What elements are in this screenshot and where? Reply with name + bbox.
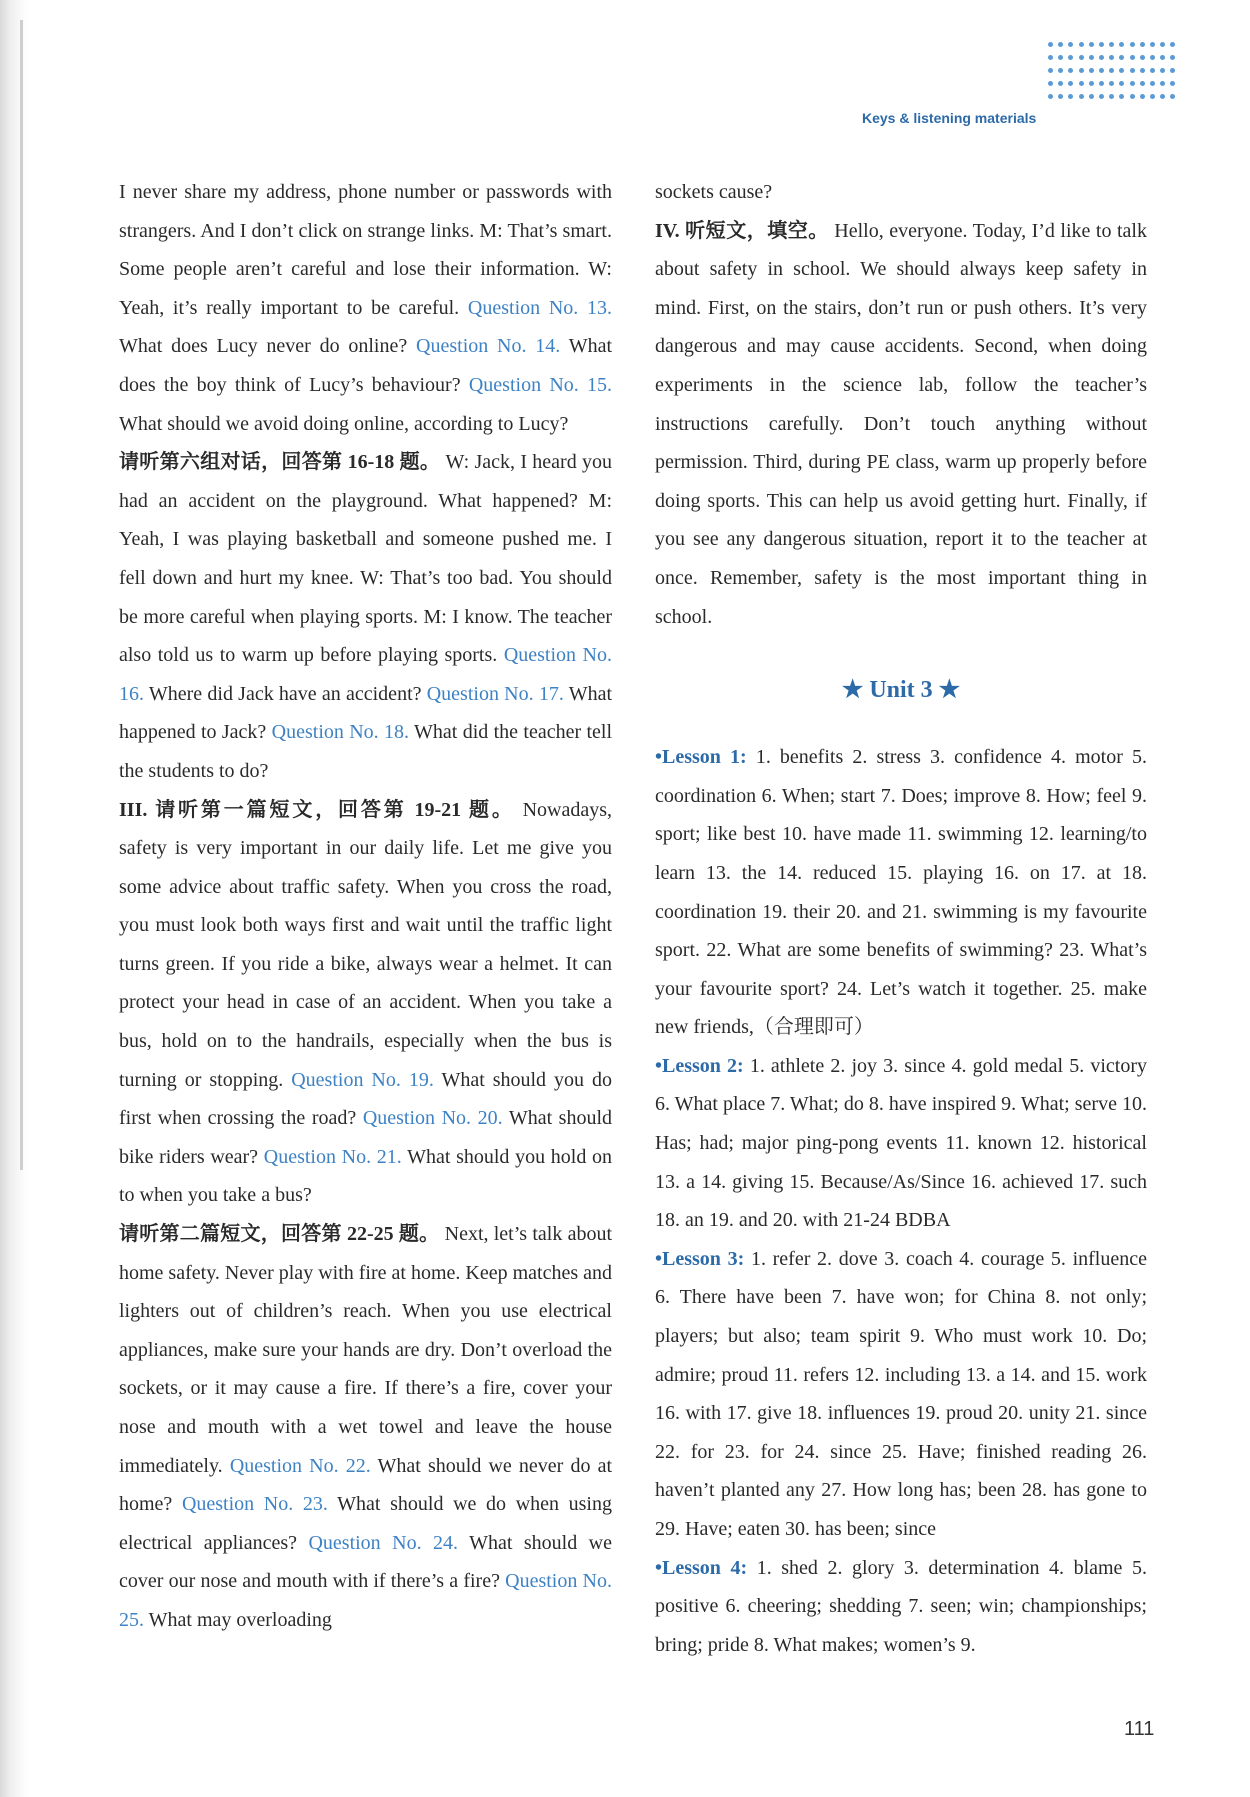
decor-dot (1109, 94, 1114, 99)
decor-dot (1099, 42, 1104, 47)
section-heading: 请听第二篇短文，回答第 22-25 题。 (119, 1223, 440, 1246)
decor-dot (1109, 81, 1114, 86)
decor-dot (1170, 55, 1175, 60)
decor-dot (1089, 81, 1094, 86)
question-text: What should you hold on to when you take a bus? (119, 1145, 613, 1207)
dialogue-text: W: Jack, I heard you had an accident on the playground. What happened? M: Yeah, I was playing basketball and someone pushed me. I fell down and hurt my knee. W: That’s too bad. You should be more careful when playing sports. M: I know. The teacher also told us to warm up before playing sports. (119, 451, 612, 667)
decor-dot (1160, 94, 1165, 99)
decor-dot (1170, 81, 1175, 86)
decor-dot (1130, 55, 1135, 60)
decor-dot (1058, 68, 1063, 73)
unit-heading: ★ Unit 3 ★ (841, 677, 961, 704)
decor-dot (1079, 55, 1084, 60)
lesson-answer-text: 1. shed 2. glory 3. determination 4. blame 5. positive 6. cheering; shedding 7. seen; win; championships; bring; pride 8. What makes; women’s 9. (655, 1556, 1147, 1656)
decor-dot (1160, 81, 1165, 86)
question-label: Question No. 13. (467, 296, 612, 319)
question-text: What may overloading (148, 1608, 332, 1631)
decor-dot (1068, 42, 1073, 47)
question-label: Question No. 24. (308, 1531, 459, 1554)
decor-dot (1150, 81, 1155, 86)
section-heading: III. 请听第一篇短文，回答第 19-21 题。 (119, 798, 515, 821)
question-label: Question No. 14. (416, 335, 561, 358)
dialogue-text: I never share my address, phone number or passwords with strangers. And I don’t click on strange links. M: That’s smart. Some people aren’t careful and lose their information. W: Yeah, it’s really important to be careful. (119, 181, 612, 319)
question-label: Question No. 22. (229, 1454, 371, 1477)
question-text: What did the teacher tell the students to do? (119, 721, 613, 782)
continuation-text: sockets cause? (655, 181, 773, 203)
decor-dot (1119, 81, 1124, 86)
decor-dot (1109, 68, 1114, 73)
decor-dot (1048, 68, 1053, 73)
section-heading: IV. 听短文，填空。 (655, 219, 829, 242)
page-number: 111 (1124, 1718, 1155, 1740)
decor-dot (1150, 55, 1155, 60)
passage-text: Next, let’s talk about home safety. Never play with fire at home. Keep matches and lighters out of children’s reach. When you use electrical appliances, make sure your hands are dry. Don’t overload the sockets, or it may cause a fire. If there’s a fire, cover your nose and mouth with a wet towel and leave the house immediately. (119, 1223, 612, 1477)
right-column (655, 173, 1147, 1664)
lesson-label: •Lesson 1: (655, 746, 747, 769)
question-label: Question No. 15. (468, 373, 613, 396)
decor-dot (1099, 94, 1104, 99)
decor-dot (1068, 81, 1073, 86)
decor-dot (1048, 55, 1053, 60)
lesson-answer-text: 1. athlete 2. joy 3. since 4. gold medal 5. victory 6. What place 7. What; do 8. have inspired 9. What; serve 10. Has; had; major ping-pong events 11. known 12. historical 13. a 14. giving 15. Because/As/Since 16. achieved 17. such 18. an 19. and 20. with 21-24 BDBA (655, 1054, 1147, 1232)
question-text: What should bike riders wear? (119, 1107, 613, 1168)
decor-dot (1089, 55, 1094, 60)
decor-dot (1068, 94, 1073, 99)
lesson-answers (655, 738, 1147, 1047)
lesson-answer-text: 1. benefits 2. stress 3. confidence 4. motor 5. coordination 6. When; start 7. Does; improve 8. How; feel 9. sport; like best 10. have made 11. swimming 12. learning/to learn 13. the 14. reduced 15. playing 16. on 17. at 18. coordination 19. their 20. and 21. swimming is my favourite sport. 22. What are some benefits of swimming? 23. What’s your favourite sport? 24. Let’s watch it together. 25. make new friends,（合理即可） (655, 746, 1147, 1039)
decor-dot (1058, 42, 1063, 47)
question-label: Question No. 17. (426, 682, 564, 705)
page-binding-edge (0, 0, 30, 1797)
paragraph-dialogue-6 (119, 443, 612, 790)
decor-dot (1089, 68, 1094, 73)
question-text: What should you do first when crossing the road? (119, 1068, 612, 1130)
question-text: What does Lucy never do online? (119, 335, 408, 358)
decor-dot (1140, 81, 1145, 86)
decor-dot (1140, 42, 1145, 47)
decor-dot (1160, 42, 1165, 47)
decor-dot (1099, 68, 1104, 73)
lesson-answers (655, 1240, 1147, 1549)
lesson-label: •Lesson 2: (655, 1054, 744, 1077)
section-heading: 请听第六组对话，回答第 16-18 题。 (119, 451, 441, 474)
decor-dot (1099, 55, 1104, 60)
decor-dot (1079, 42, 1084, 47)
decor-dot (1140, 55, 1145, 60)
decor-dot (1130, 94, 1135, 99)
dot-pattern-decoration (1048, 42, 1176, 100)
decor-dot (1079, 68, 1084, 73)
decor-dot (1140, 68, 1145, 73)
decor-dot (1150, 68, 1155, 73)
question-label: Question No. 25. (119, 1570, 612, 1631)
lesson-answer-text: 1. refer 2. dove 3. coach 4. courage 5. influence 6. There have been 7. have won; for China 8. not only; players; but also; team spirit 9. Who must work 10. Do; admire; proud 11. refers 12. including 13. a 14. and 15. work 16. with 17. give 18. influences 19. proud 20. unity 21. since 22. for 23. for 24. since 25. Have; finished reading 26. haven’t planted any 27. How long has; been 28. has gone to 29. Have; eaten 30. has been; since (655, 1247, 1147, 1540)
decor-dot (1089, 42, 1094, 47)
question-text: What should we avoid doing online, according to Lucy? (119, 412, 569, 435)
decor-dot (1058, 94, 1063, 99)
lesson-label: •Lesson 3: (655, 1247, 745, 1270)
decor-dot (1119, 55, 1124, 60)
question-text: Where did Jack have an accident? (148, 682, 422, 705)
question-text: What does the boy think of Lucy’s behaviour? (119, 335, 612, 396)
decor-dot (1089, 94, 1094, 99)
decor-dot (1048, 81, 1053, 86)
lesson-answers (655, 1549, 1147, 1665)
lesson-label: •Lesson 4: (655, 1556, 748, 1579)
decor-dot (1140, 94, 1145, 99)
decor-dot (1170, 68, 1175, 73)
decor-dot (1130, 81, 1135, 86)
paragraph-passage-1 (119, 791, 612, 1216)
decor-dot (1048, 42, 1053, 47)
question-label: Question No. 20. (362, 1107, 503, 1130)
decor-dot (1099, 81, 1104, 86)
question-text: What should we cover our nose and mouth with if there’s a fire? (119, 1531, 612, 1593)
decor-dot (1119, 68, 1124, 73)
decor-dot (1130, 68, 1135, 73)
paragraph-passage-4 (655, 212, 1147, 637)
header-label: Keys & listening materials (862, 110, 1037, 126)
decor-dot (1160, 68, 1165, 73)
decor-dot (1058, 55, 1063, 60)
decor-dot (1170, 94, 1175, 99)
decor-dot (1068, 68, 1073, 73)
decor-dot (1170, 42, 1175, 47)
decor-dot (1119, 94, 1124, 99)
decor-dot (1130, 42, 1135, 47)
question-label: Question No. 23. (181, 1493, 328, 1516)
decor-dot (1150, 94, 1155, 99)
left-column (119, 173, 612, 1640)
question-label: Question No. 21. (263, 1145, 402, 1168)
passage-text: Nowadays, safety is very important in our daily life. Let me give you some advice about traffic safety. When you cross the road, you must look both ways first and wait until the traffic light turns green. If you ride a bike, always wear a helmet. It can protect your head in case of an accident. When you take a bus, hold on to the handrails, especially when the bus is turning or stopping. (119, 798, 612, 1091)
decor-dot (1079, 81, 1084, 86)
paragraph-passage-2 (119, 1215, 612, 1640)
question-text: What should we do when using electrical appliances? (119, 1493, 612, 1554)
question-text: What should we never do at home? (119, 1454, 613, 1516)
decor-dot (1119, 42, 1124, 47)
decor-dot (1068, 55, 1073, 60)
decor-dot (1160, 55, 1165, 60)
lesson-answers (655, 1047, 1147, 1240)
binding-line (20, 20, 23, 1170)
decor-dot (1109, 55, 1114, 60)
decor-dot (1048, 94, 1053, 99)
decor-dot (1058, 81, 1063, 86)
passage-text: Hello, everyone. Today, I’d like to talk about safety in school. We should always keep safety in mind. First, on the stairs, don’t run or push others. It’s very dangerous and may cause accidents. Second, when doing experiments in the science lab, follow the teacher’s instructions carefully. Don’t touch anything without permission. Third, during PE class, warm up properly before doing sports. This can help us avoid getting hurt. Finally, if you see any dangerous situation, report it to the teacher at once. Remember, safety is the most important thing in school. (655, 219, 1147, 628)
question-text: What happened to Jack? (119, 682, 613, 744)
decor-dot (1150, 42, 1155, 47)
question-label: Question No. 16. (119, 644, 612, 705)
paragraph-dialogue-5 (119, 173, 612, 443)
decor-dot (1079, 94, 1084, 99)
question-label: Question No. 18. (271, 721, 410, 744)
question-label: Question No. 19. (291, 1068, 434, 1091)
decor-dot (1109, 42, 1114, 47)
